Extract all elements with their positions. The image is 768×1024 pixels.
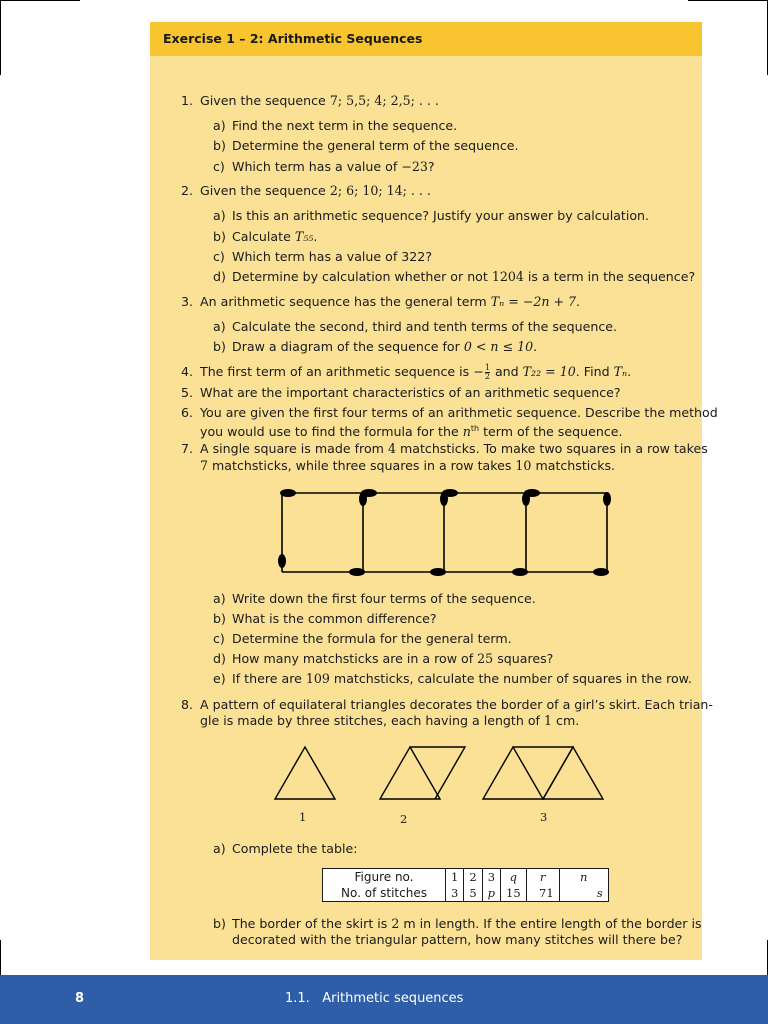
question-number: 6.: [181, 405, 194, 420]
sub-question: The border of the skirt is 2 m in length. If the entire length of the border is: [232, 916, 702, 931]
matchstick-squares-figure: [270, 485, 615, 580]
question-number: 7.: [181, 441, 194, 456]
sub-question: What is the common difference?: [232, 611, 437, 626]
question-6: You are given the first four terms of an arithmetic sequence. Describe the method: [200, 405, 718, 420]
table-cell: r: [526, 869, 559, 886]
table-header: Figure no.: [323, 869, 446, 886]
table-row: [323, 885, 609, 902]
sub-label: d): [213, 651, 226, 666]
exercise-header: [150, 22, 702, 56]
page-footer: [0, 975, 768, 1024]
sub-label: b): [213, 138, 226, 153]
question-2: Given the sequence 2; 6; 10; 14; . . .: [200, 183, 431, 198]
table-cell: 71: [526, 885, 559, 902]
table-cell: 15: [501, 885, 527, 902]
sub-question: How many matchsticks are in a row of 25 squares?: [232, 651, 554, 666]
table-cell: 3: [446, 885, 464, 902]
sub-question: Determine the formula for the general term.: [232, 631, 512, 646]
fraction: $\frac{1}{2}$: [484, 363, 490, 381]
table-cell: 2: [464, 869, 482, 886]
sub-question-cont: decorated with the triangular pattern, how many stitches will there be?: [232, 932, 683, 947]
figure-label: 2: [400, 812, 408, 826]
table-cell: 3: [482, 869, 500, 886]
sub-question: Draw a diagram of the sequence for 0 < n ≤ 10.: [232, 339, 538, 354]
crop-mark: [0, 940, 1, 975]
sub-label: d): [213, 269, 226, 284]
sub-label: b): [213, 229, 226, 244]
figure-label: 1: [299, 810, 307, 824]
exercise-title: Exercise 1 – 2: Arithmetic Sequences: [163, 31, 423, 46]
table-cell: n: [559, 869, 608, 886]
question-3: An arithmetic sequence has the general term Tₙ = −2n + 7.: [200, 294, 581, 309]
sub-label: b): [213, 916, 226, 931]
question-number: 1.: [181, 93, 194, 108]
sequence: 2; 6; 10; 14; . . .: [329, 183, 431, 198]
crop-mark: [0, 0, 1, 75]
table-cell: 5: [464, 885, 482, 902]
sub-label: b): [213, 339, 226, 354]
section-title: 1.1. Arithmetic sequences: [285, 991, 464, 1006]
sub-label: a): [213, 208, 226, 223]
sub-question: Complete the table:: [232, 841, 358, 856]
sub-question: Which term has a value of −23?: [232, 159, 435, 174]
sequence: 7; 5,5; 4; 2,5; . . .: [329, 93, 439, 108]
table-cell: 1: [446, 869, 464, 886]
sub-label: c): [213, 249, 225, 264]
triangle-pattern-figure: [265, 740, 620, 805]
sub-question: Which term has a value of 322?: [232, 249, 433, 264]
question-8-cont: gle is made by three stitches, each having a length of 1 cm.: [200, 713, 580, 728]
sub-label: c): [213, 159, 225, 174]
question-7-cont: 7 matchsticks, while three squares in a row takes 10 matchsticks.: [200, 458, 616, 473]
crop-mark: [688, 0, 768, 1]
page-number: 8: [75, 991, 85, 1006]
sub-label: a): [213, 118, 226, 133]
question-7: A single square is made from 4 matchsticks. To make two squares in a row takes: [200, 441, 708, 456]
question-number: 2.: [181, 183, 194, 198]
sub-label: e): [213, 671, 226, 686]
sub-question: Is this an arithmetic sequence? Justify your answer by calculation.: [232, 208, 650, 223]
stitches-table: [322, 868, 609, 902]
table-cell: q: [501, 869, 527, 886]
question-4: The first term of an arithmetic sequence is − $\frac{1}{2}$ and T₂₂ = 10. Find Tₙ.: [200, 363, 632, 381]
table-cell: s: [559, 885, 608, 902]
question-6-cont: you would use to find the formula for the $n^{th}$ term of the sequence.: [200, 424, 623, 440]
sub-label: c): [213, 631, 225, 646]
sub-question: Determine by calculation whether or not 1204 is a term in the sequence?: [232, 269, 696, 284]
table-header: No. of stitches: [323, 885, 446, 902]
crop-mark: [0, 0, 80, 1]
figure-label: 3: [540, 810, 548, 824]
sub-question: Write down the first four terms of the sequence.: [232, 591, 536, 606]
sub-question: Calculate T₅₅.: [232, 229, 318, 244]
question-number: 5.: [181, 385, 194, 400]
question-1: Given the sequence 7; 5,5; 4; 2,5; . . .: [200, 93, 439, 108]
question-number: 4.: [181, 364, 194, 379]
question-number: 3.: [181, 294, 194, 309]
question-5: What are the important characteristics of an arithmetic sequence?: [200, 385, 621, 400]
table-row: [323, 869, 609, 886]
sub-question: Find the next term in the sequence.: [232, 118, 458, 133]
sub-label: b): [213, 611, 226, 626]
sub-label: a): [213, 319, 226, 334]
sub-question: Calculate the second, third and tenth terms of the sequence.: [232, 319, 618, 334]
sub-question: Determine the general term of the sequence.: [232, 138, 519, 153]
question-8: A pattern of equilateral triangles decorates the border of a girl’s skirt. Each trian-: [200, 697, 713, 712]
sub-label: a): [213, 841, 226, 856]
sub-label: a): [213, 591, 226, 606]
table-cell: p: [482, 885, 500, 902]
question-number: 8.: [181, 697, 194, 712]
sub-question: If there are 109 matchsticks, calculate the number of squares in the row.: [232, 671, 692, 686]
